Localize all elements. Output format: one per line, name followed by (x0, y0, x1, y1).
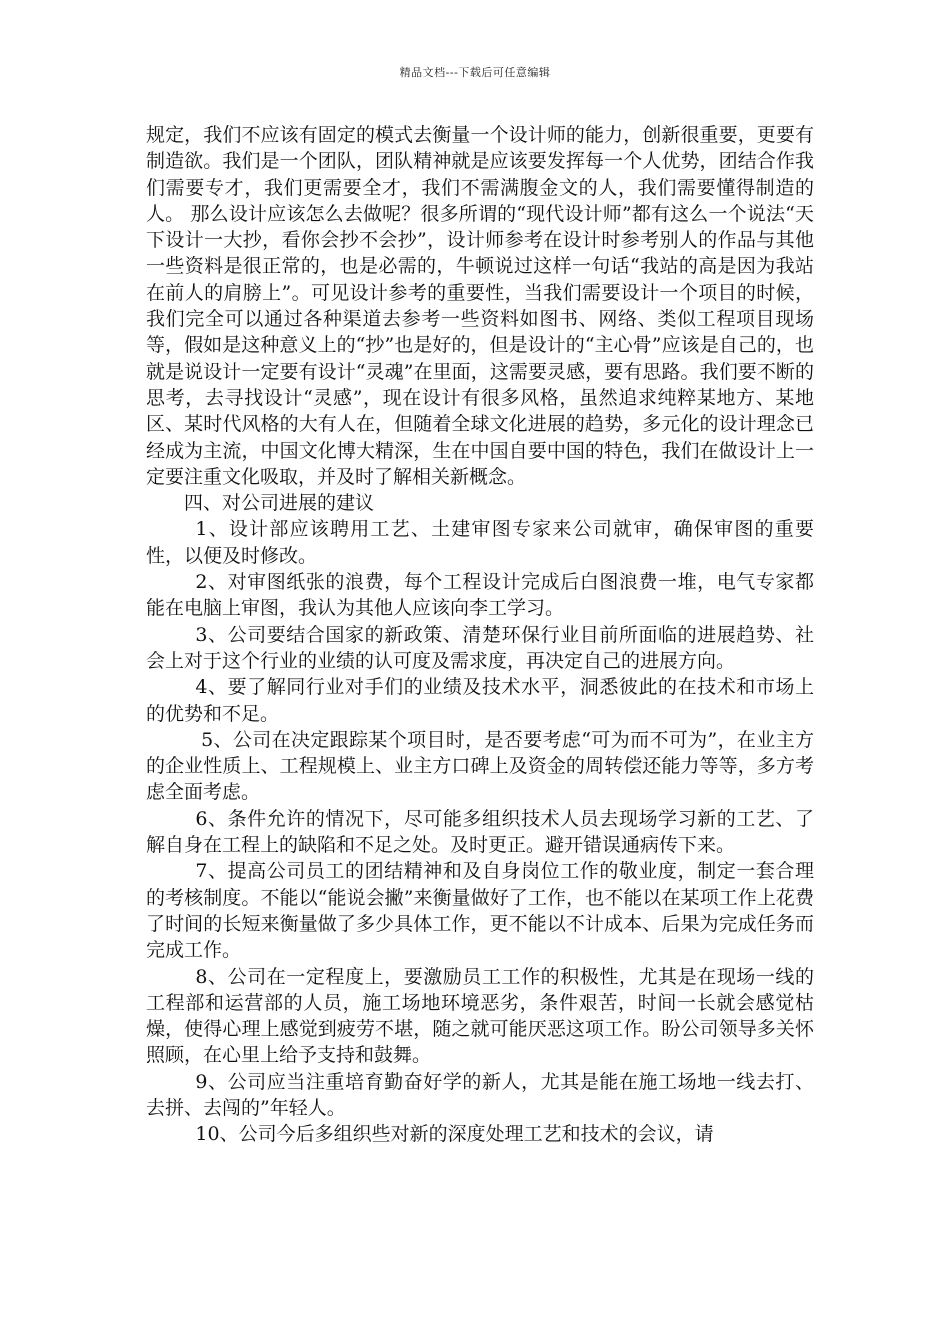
suggestion-item-10: 10、公司今后多组织些对新的深度处理工艺和技术的会议，请 (195, 1123, 714, 1146)
suggestion-item-5: 5、公司在决定跟踪某个项目时，是否要考虑“可为而不可为”，在业主方的企业性质上、工程规模上、业主方口碑上及资金的周转偿还能力等等，多方考虑全面考虑。 (146, 728, 814, 804)
page-header: 精品文档---下载后可任意编辑 (399, 66, 551, 79)
suggestion-item-2: 2、对审图纸张的浪费，每个工程设计完成后白图浪费一堆，电气专家都能在电脑上审图，我认为其他人应该向李工学习。 (146, 571, 814, 620)
suggestion-item-7: 7、提高公司员工的团结精神和及自身岗位工作的敬业度，制定一套合理的考核制度。不能以“能说会撇”来衡量做好了工作，也不能以在某项工作上花费了时间的长短来衡量做了多少具体工作，更不能以不计成本、后果为完成任务而完成工作。 (146, 860, 814, 962)
suggestion-item-1: 1、设计部应该聘用工艺、土建审图专家来公司就审，确保审图的重要性，以便及时修改。 (146, 518, 814, 567)
suggestion-item-8: 8、公司在一定程度上，要激励员工工作的积极性，尤其是在现场一线的工程部和运营部的人员，施工场地环境恶劣，条件艰苦，时间一长就会感觉枯燥，使得心理上感觉到疲劳不堪，随之就可能厌恶这项工作。盼公司领导多关怀照顾，在心里上给予支持和鼓舞。 (146, 965, 814, 1067)
document-body (146, 122, 814, 1148)
paragraph-design-reference: 规定，我们不应该有固定的模式去衡量一个设计师的能力，创新很重要，更要有制造欲。我们是一个团队，团队精神就是应该要发挥每一个人优势，团结合作我们需要专才，我们更需要全才，我们不需满腹金文的人，我们需要懂得制造的人。 那么设计应该怎么去做呢？很多所谓的“现代设计师”都有这么一个说法“天下设计一大抄，看你会抄不会抄”，设计师参考在设计时参考别人的作品与其他一些资料是很正常的，也是必需的，牛顿说过这样一句话“我站的高是因为我站在前人的肩膀上”。可见设计参考的重要性，当我们需要设计一个项目的时候，我们完全可以通过各种渠道去参考一些资料如图书、网络、类似工程项目现场等，假如是这种意义上的“抄”也是好的，但是设计的“主心骨”应该是自己的，也就是说设计一定要有设计“灵魂”在里面，这需要灵感，要有思路。我们要不断的思考，去寻找设计“灵感”，现在设计有很多风格，虽然追求纯粹某地方、某地区、某时代风格的大有人在，但随着全球文化进展的趋势，多元化的设计理念已经成为主流，中国文化博大精深，生在中国自要中国的特色，我们在做设计上一定要注重文化吸取，并及时了解相关新概念。 (146, 124, 814, 488)
suggestion-item-9: 9、公司应当注重培育勤奋好学的新人，尤其是能在施工场地一线去打、去拼、去闯的”年轻人。 (146, 1070, 814, 1119)
suggestion-item-6: 6、条件允许的情况下，尽可能多组织技术人员去现场学习新的工艺、了解自身在工程上的缺陷和不足之处。及时更正。避开错误通病传下来。 (146, 807, 814, 857)
section-heading: 四、对公司进展的建议 (184, 492, 375, 515)
suggestion-item-3: 3、公司要结合国家的新政策、清楚环保行业目前所面临的进展趋势、社会上对于这个行业的业绩的认可度及需求度，再决定自己的进展方向。 (146, 623, 814, 672)
suggestion-item-4: 4、要了解同行业对手们的业绩及技术水平，洞悉彼此的在技术和市场上的优势和不足。 (146, 676, 814, 725)
